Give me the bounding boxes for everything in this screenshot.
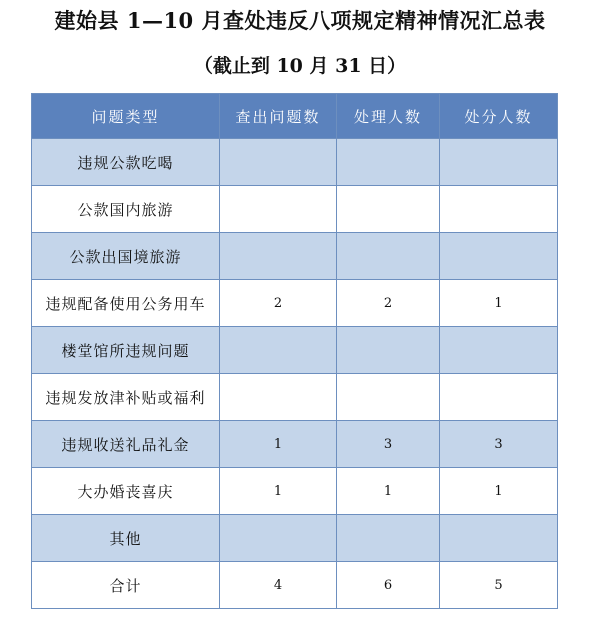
table-row	[32, 421, 558, 468]
cell-issues-found	[220, 327, 337, 374]
header-issues-found: 查出问题数	[220, 94, 337, 139]
table-row	[32, 233, 558, 280]
cell-people-handled: 2	[337, 280, 440, 327]
table-row	[32, 327, 558, 374]
cell-issues-found: 4	[220, 562, 337, 609]
header-people-handled: 处理人数	[337, 94, 440, 139]
cell-people-punished	[440, 374, 558, 421]
document-subtitle: （截止到 10 月 31 日）	[193, 55, 407, 77]
cell-issues-found: 2	[220, 280, 337, 327]
cell-people-handled	[337, 233, 440, 280]
cell-people-punished: 3	[440, 421, 558, 468]
cell-people-punished	[440, 515, 558, 562]
cell-people-handled: 1	[337, 468, 440, 515]
cell-people-punished	[440, 327, 558, 374]
cell-people-handled	[337, 515, 440, 562]
cell-issues-found	[220, 186, 337, 233]
cell-issue-type: 其他	[32, 515, 220, 562]
table-row	[32, 468, 558, 515]
cell-issues-found	[220, 139, 337, 186]
table-row	[32, 280, 558, 327]
cell-issues-found: 1	[220, 468, 337, 515]
cell-issue-type: 违规配备使用公务用车	[32, 280, 220, 327]
cell-issue-type: 违规发放津补贴或福利	[32, 374, 220, 421]
cell-people-handled: 3	[337, 421, 440, 468]
table-row	[32, 515, 558, 562]
cell-people-punished	[440, 139, 558, 186]
summary-table	[31, 93, 558, 609]
cell-people-handled	[337, 374, 440, 421]
cell-issues-found	[220, 233, 337, 280]
cell-issue-type: 违规公款吃喝	[32, 139, 220, 186]
cell-issue-type: 公款国内旅游	[32, 186, 220, 233]
cell-people-punished	[440, 233, 558, 280]
cell-people-handled	[337, 186, 440, 233]
header-issue-type: 问题类型	[32, 94, 220, 139]
cell-issue-type: 公款出国境旅游	[32, 233, 220, 280]
cell-people-punished: 1	[440, 468, 558, 515]
table-header-row	[32, 94, 558, 139]
cell-issues-found: 1	[220, 421, 337, 468]
cell-issue-type: 大办婚丧喜庆	[32, 468, 220, 515]
cell-issue-type: 违规收送礼品礼金	[32, 421, 220, 468]
cell-issue-type: 楼堂馆所违规问题	[32, 327, 220, 374]
table-row	[32, 139, 558, 186]
cell-people-handled	[337, 327, 440, 374]
cell-people-punished	[440, 186, 558, 233]
header-people-punished: 处分人数	[440, 94, 558, 139]
table-row	[32, 374, 558, 421]
cell-issues-found	[220, 374, 337, 421]
cell-people-punished: 1	[440, 280, 558, 327]
table-total-row	[32, 562, 558, 609]
cell-issues-found	[220, 515, 337, 562]
cell-people-handled: 6	[337, 562, 440, 609]
document-title: 建始县 1—10 月查处违反八项规定精神情况汇总表	[54, 8, 546, 33]
cell-people-punished: 5	[440, 562, 558, 609]
cell-people-handled	[337, 139, 440, 186]
table-row	[32, 186, 558, 233]
cell-issue-type: 合计	[32, 562, 220, 609]
